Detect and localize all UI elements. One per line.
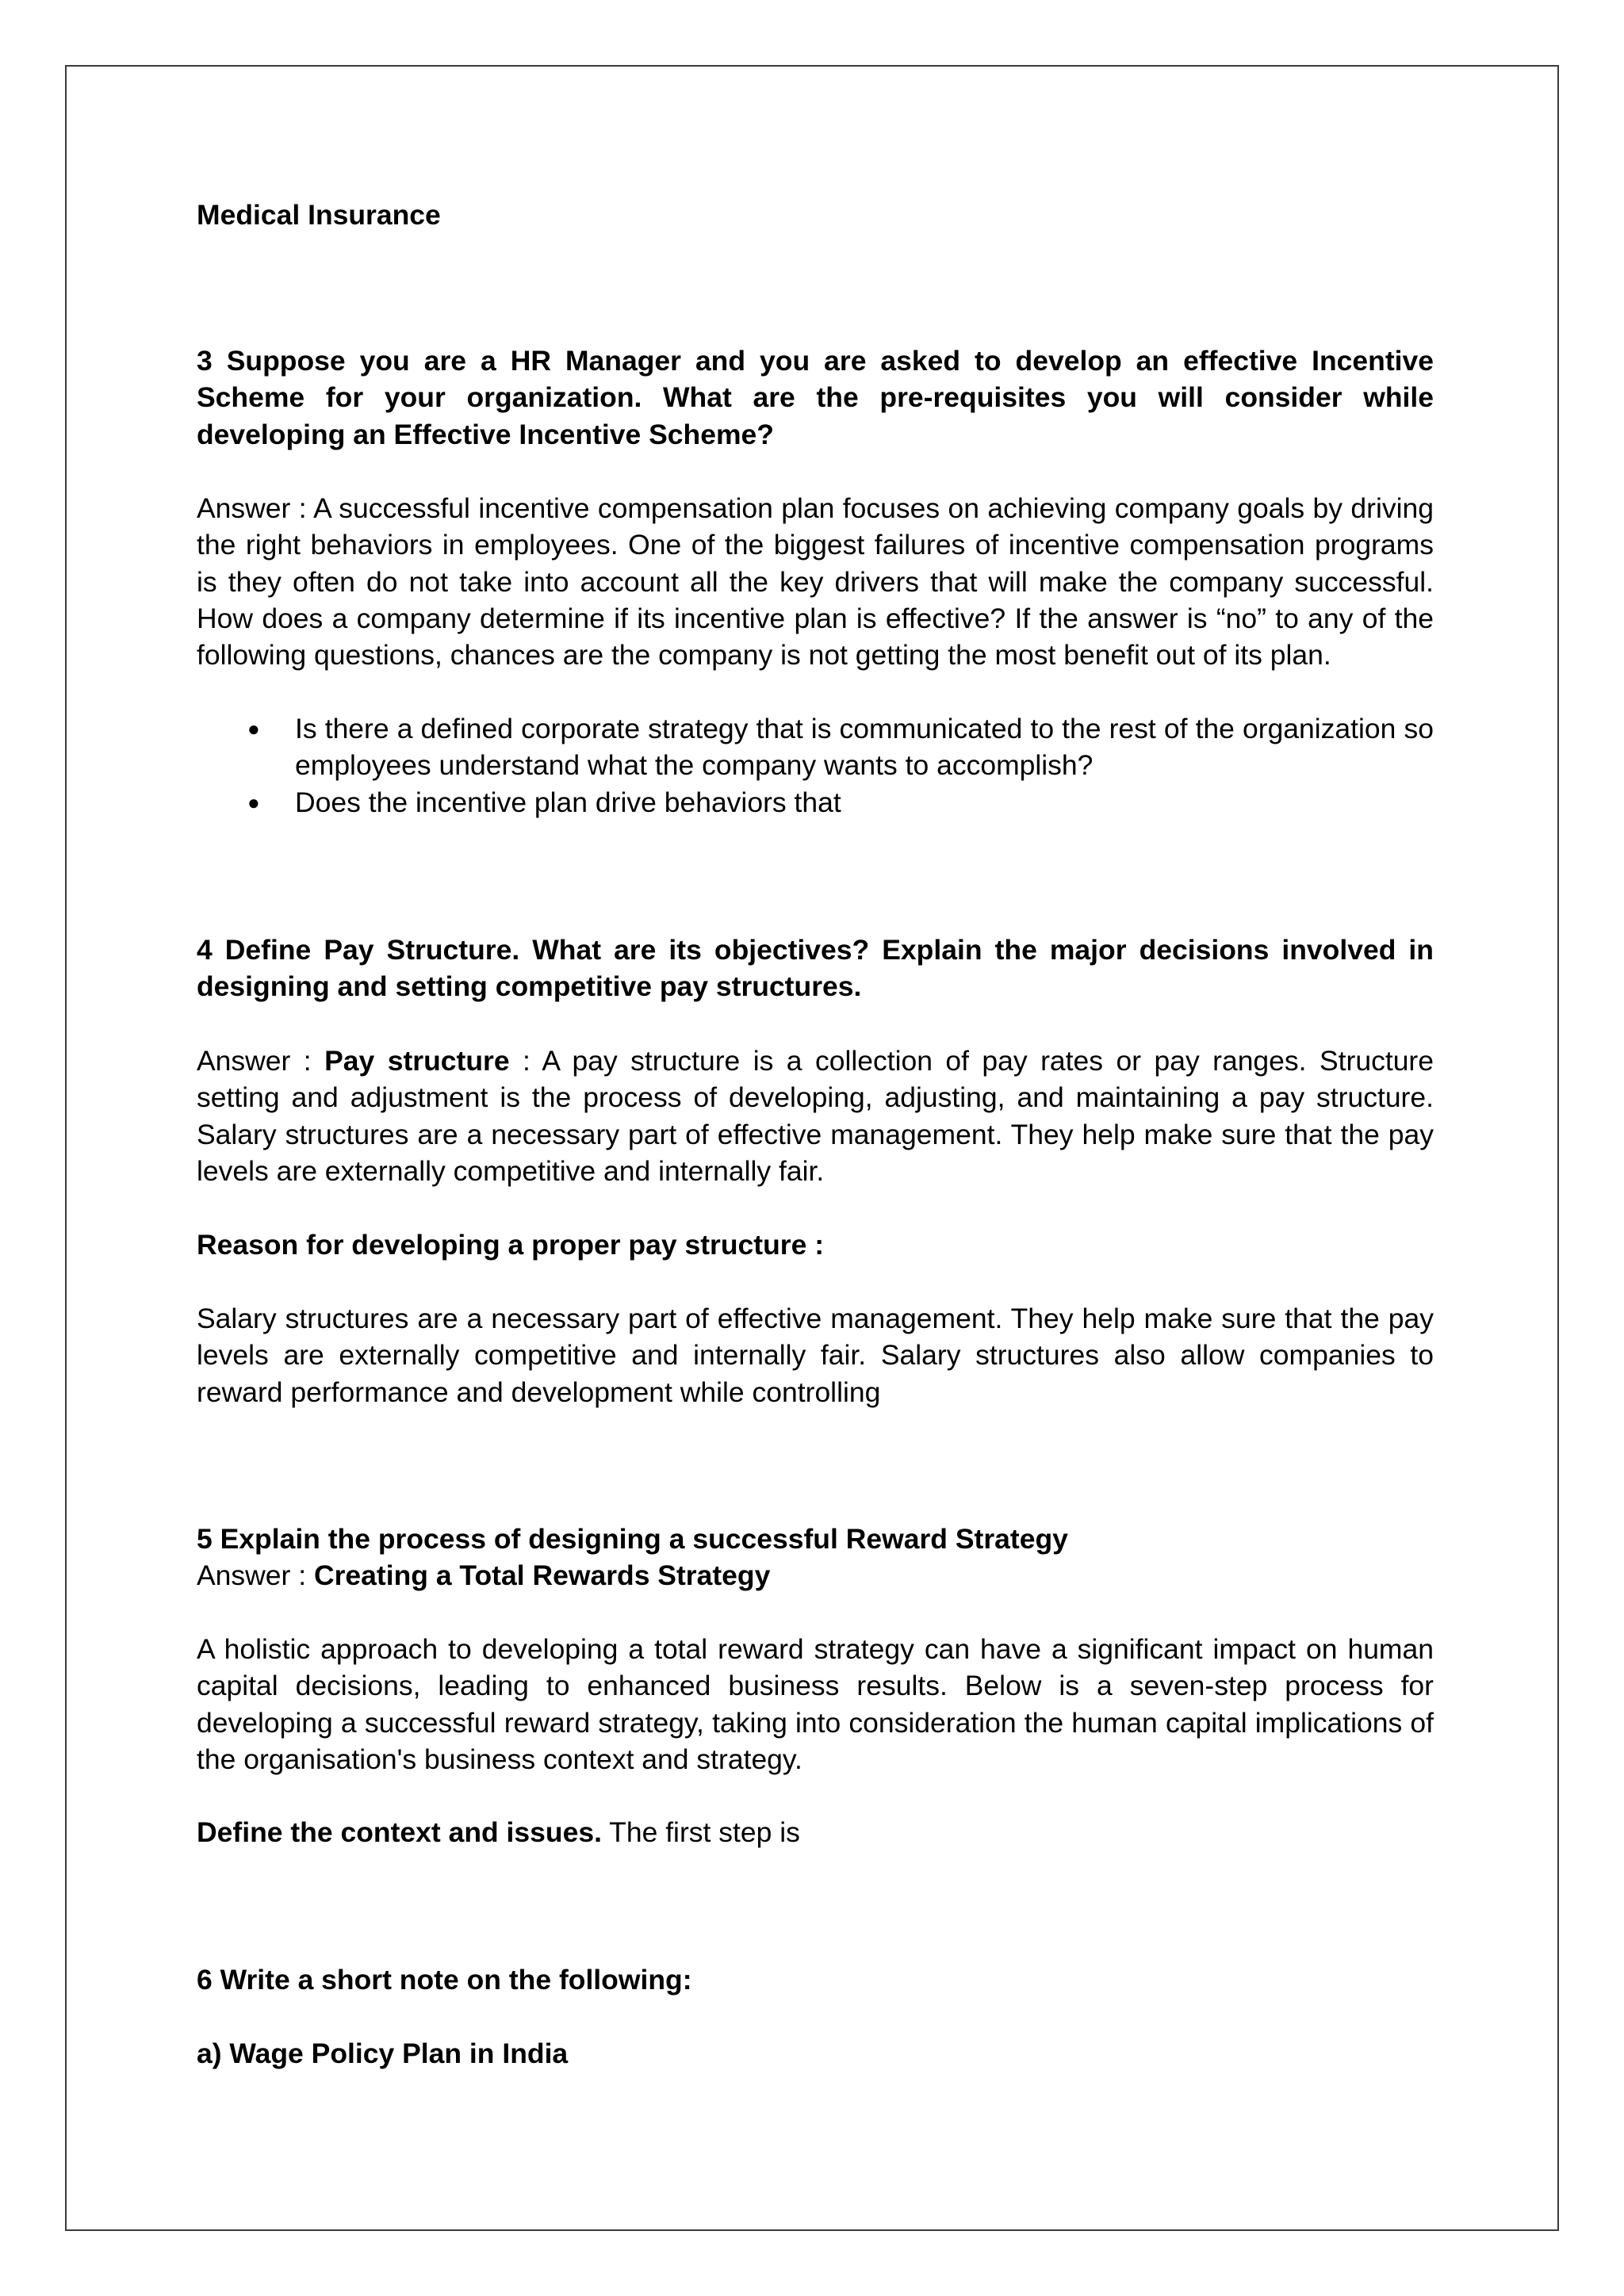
answer-5-title-line: [197, 1557, 1434, 1594]
question-6-part-a: a) Wage Policy Plan in India: [197, 2038, 569, 2069]
question-5: 5 Explain the process of designing a successful Reward Strategy: [197, 1523, 1068, 1555]
answer-4: [197, 1043, 1434, 1189]
bullet-text: Does the incentive plan drive behaviors that: [295, 786, 841, 818]
step-title: Define the context and issues.: [197, 1816, 602, 1848]
subheading-reason: Reason for developing a proper pay structure :: [197, 1229, 825, 1261]
heading-medical-insurance: Medical Insurance: [197, 199, 441, 231]
answer-3: Answer : A successful incentive compensation plan focuses on achieving company goals by driving the right behaviors in employees. One of the biggest failures of incentive compensation programs is they often do not take into account all the key drivers that will make the company successful. How does a company determine if its incentive plan is effective? If the answer is “no” to any of the following questions, chances are the company is not getting the most benefit out of its plan.: [197, 492, 1434, 672]
step-text: The first step is: [601, 1816, 800, 1848]
answer-4-prefix: Answer :: [197, 1045, 325, 1077]
bullet-icon: ●: [247, 717, 260, 740]
list-item: [197, 784, 1434, 821]
answer-5-title: Creating a Total Rewards Strategy: [313, 1559, 771, 1591]
bullet-icon: ●: [247, 790, 260, 814]
list-item: [197, 710, 1434, 784]
reason-paragraph: Salary structures are a necessary part of effective management. They help make sure that the pay levels are externally competitive and internally fair. Salary structures also allow companies to reward performance and development while controlling: [197, 1303, 1434, 1408]
answer-4-term: Pay structure: [324, 1045, 510, 1077]
answer-5-prefix: Answer :: [197, 1559, 314, 1591]
answer-5-paragraph: A holistic approach to developing a total reward strategy can have a significant impact on human capital decisions, leading to enhanced business results. Below is a seven-step process for developing a successful reward strategy, taking into consideration the human capital implications of the organisation's business context and strategy.: [197, 1633, 1434, 1775]
question-6: 6 Write a short note on the following:: [197, 1964, 692, 1996]
answer-5-step: [197, 1814, 1434, 1850]
question-3: 3 Suppose you are a HR Manager and you are asked to develop an effective Incentive Scheme for your organization. What are the pre-requisites you will consider while developing an Effective Incentive Scheme?: [197, 345, 1434, 450]
question-4: 4 Define Pay Structure. What are its objectives? Explain the major decisions involved in designing and setting competitive pay structures.: [197, 934, 1434, 1003]
answer-3-bullet-list: [197, 710, 1434, 821]
answer-4-text: : A pay structure is a collection of pay rates or pay ranges. Structure setting and adjustment is the process of developing, adjusting, and maintaining a pay structure. Salary structures are a necessary part of effective management. They help make sure that the pay levels are externally competitive and internally fair.: [197, 1045, 1434, 1187]
bullet-text: Is there a defined corporate strategy that is communicated to the rest of the organization so employees understand what the company wants to accomplish?: [295, 713, 1434, 782]
